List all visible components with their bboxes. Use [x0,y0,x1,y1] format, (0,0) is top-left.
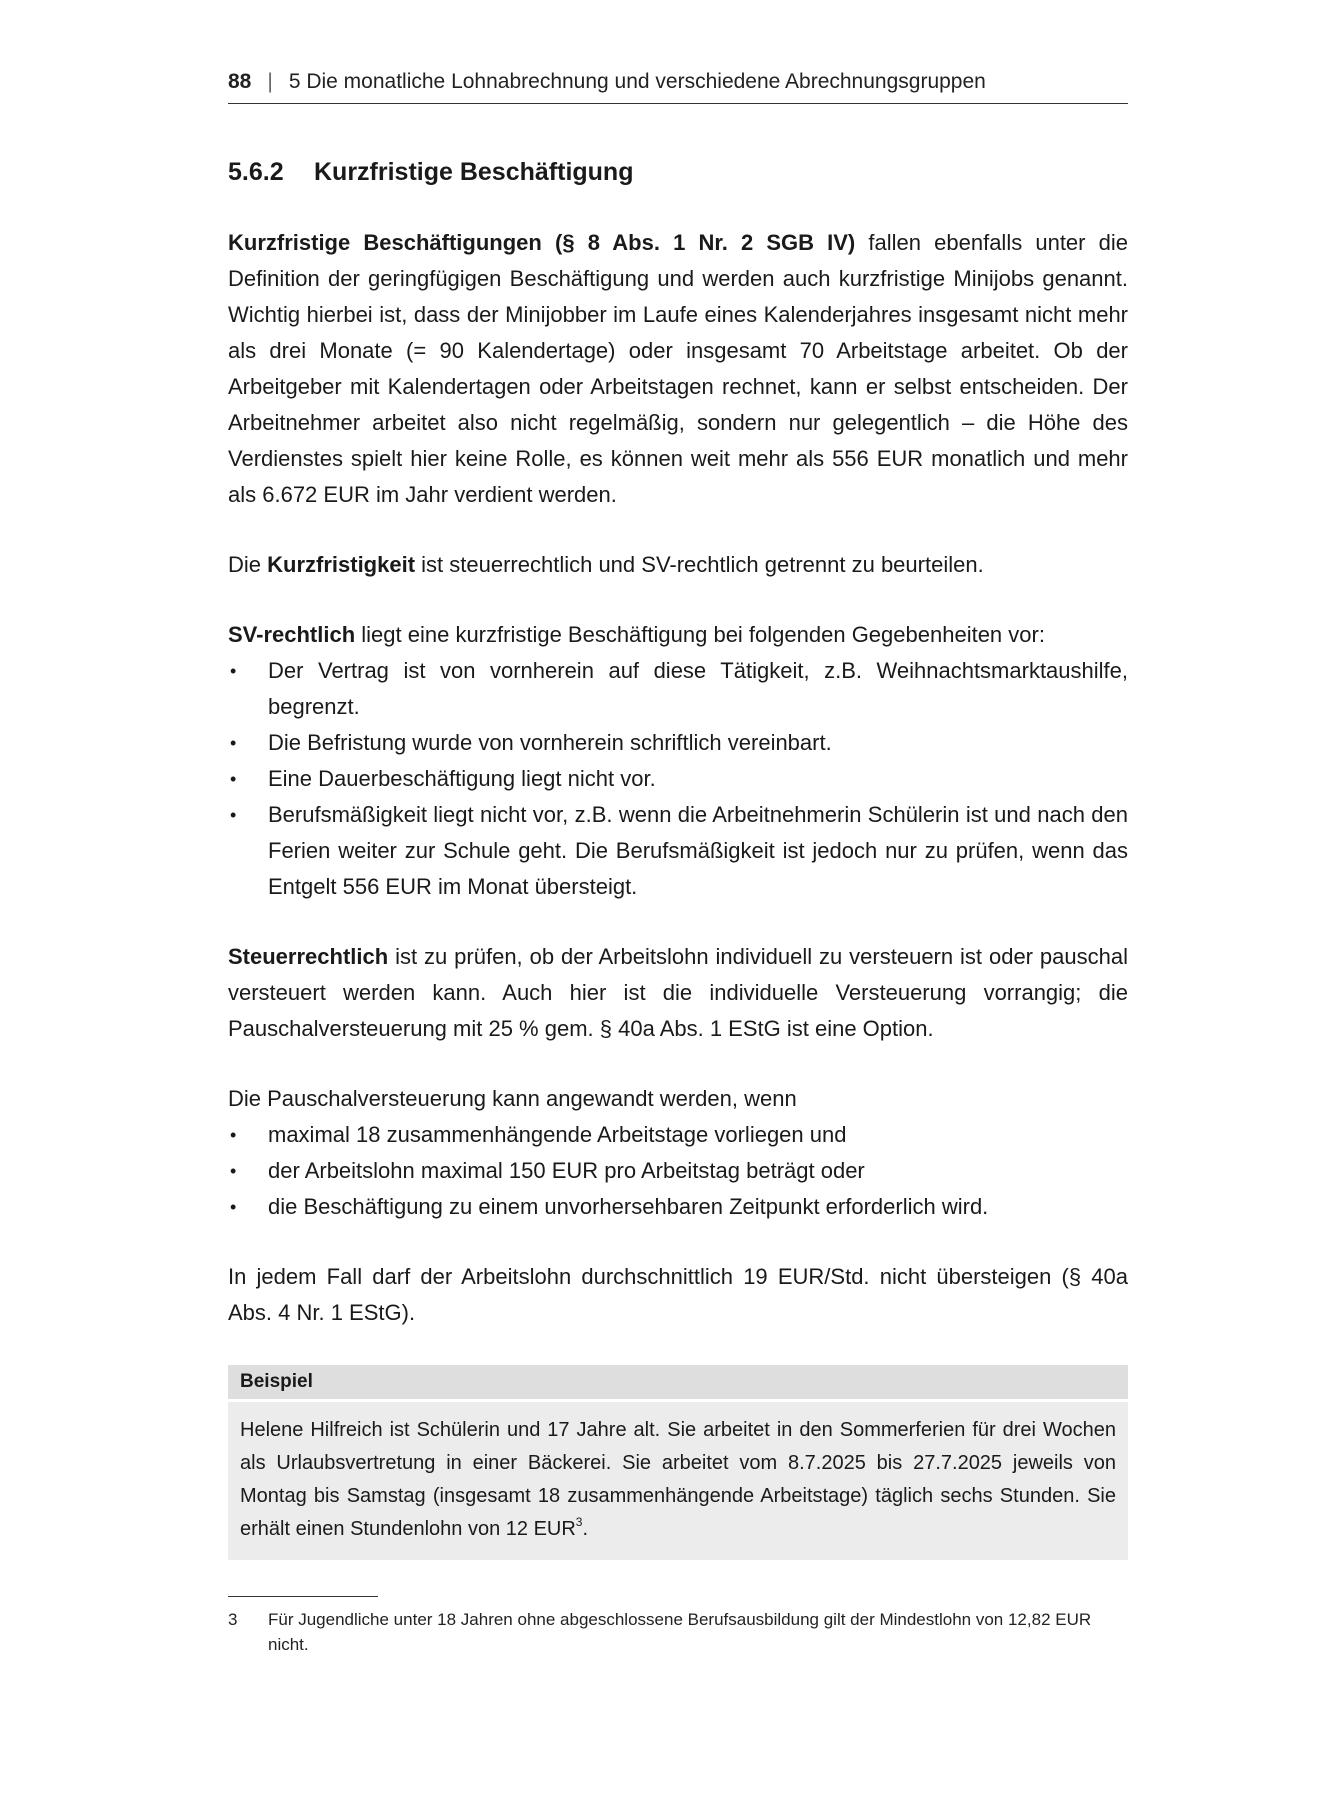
bullet-icon: • [230,805,237,825]
example-box [228,1365,1128,1560]
example-text: Helene Hilfreich ist Schülerin und 17 Jahre alt. Sie arbeitet in den Sommerferien für drei Wochen als Urlaubsvertretung in einer Bäckerei. Sie arbeitet vom 8.7.2025 bis 27.7.2025 jeweils von Montag bis Samstag (insgesamt 18 zusammenhängende Arbeitstage) täglich sechs Stunden. Sie erhält einen Stundenlohn von 12 EUR [240,1419,1116,1540]
footnote-divider [228,1596,378,1597]
list-item [228,653,1128,725]
law-reference: (§ 8 Abs. 1 Nr. 2 SGB IV) [555,230,856,255]
paragraph-intro [228,225,1128,513]
list-item [228,1189,1128,1225]
paragraph-kurzfristigkeit [228,547,1128,583]
list-item-text: maximal 18 zusammenhängende Arbeitstage vorliegen und [268,1122,847,1147]
text-run: ist zu prüfen, ob der Arbeitslohn individuell zu versteuern ist oder pauschal versteuert werden kann. Auch hier ist die individuelle Versteuerung vorrangig; die Pauschalversteuerung mit 25 % gem. § 40a Abs. 1 EStG ist eine Option. [228,944,1128,1041]
list-item [228,797,1128,905]
list-item [228,725,1128,761]
document-page [228,70,1128,1657]
example-body [228,1402,1128,1560]
running-header [228,70,1128,104]
bullet-icon: • [230,733,237,753]
bullet-icon: • [230,1161,237,1181]
bold-term: SV-rechtlich [228,622,356,647]
section-number: 5.6.2 [228,158,284,186]
paragraph-sv-rechtlich [228,617,1128,653]
list-item [228,761,1128,797]
list-item-text: Der Vertrag ist von vornherein auf diese Tätigkeit, z.B. Weihnachtsmarktaushilfe, begrenzt. [268,658,1128,719]
list-item [228,1117,1128,1153]
bullet-icon: • [230,1197,237,1217]
example-label: Beispiel [228,1365,1128,1399]
footnote-number: 3 [228,1610,238,1629]
section-heading [228,158,1128,187]
paragraph-steuerrechtlich [228,939,1128,1047]
list-item-text: die Beschäftigung zu einem unvorhersehbaren Zeitpunkt erforderlich wird. [268,1194,989,1219]
paragraph-text: fallen ebenfalls unter die Definition der geringfügigen Beschäftigung und werden auch kurzfristige Minijobs genannt. Wichtig hierbei ist, dass der Minijobber im Laufe eines Kalenderjahres insgesamt nicht mehr als drei Monate (= 90 Kalendertage) oder insgesamt 70 Arbeitstage arbeitet. Ob der Arbeitgeber mit Kalendertagen oder Arbeitstagen rechnet, kann er selbst entscheiden. Der Arbeitnehmer arbeitet also nicht regelmäßig, sondern nur gelegentlich – die Höhe des Verdienstes spielt hier keine Rolle, es können weit mehr als 556 EUR monatlich und mehr als 6.672 EUR im Jahr verdient werden. [228,230,1128,507]
section-title: Kurzfristige Beschäftigung [314,158,634,186]
page-number: 88 [228,70,252,93]
bold-term: Steuerrechtlich [228,944,389,969]
bullet-icon: • [230,1125,237,1145]
bullet-icon: • [230,661,237,681]
sv-criteria-list [228,653,1128,905]
list-item-text: Eine Dauerbeschäftigung liegt nicht vor. [268,766,656,791]
bullet-icon: • [230,769,237,789]
list-item-text: der Arbeitslohn maximal 150 EUR pro Arbeitstag beträgt oder [268,1158,865,1183]
text-run: Die [228,552,268,577]
footnote [228,1607,1128,1657]
list-item-text: Berufsmäßigkeit liegt nicht vor, z.B. wenn die Arbeitnehmerin Schülerin ist und nach den Ferien weiter zur Schule geht. Die Berufsmäßigkeit ist jedoch nur zu prüfen, wenn das Entgelt 556 EUR im Monat übersteigt. [268,802,1128,899]
list-item [228,1153,1128,1189]
footnote-text: Für Jugendliche unter 18 Jahren ohne abgeschlossene Berufsausbildung gilt der Mindestlohn von 12,82 EUR nicht. [268,1610,1092,1654]
bold-term: Kurzfristigkeit [267,552,416,577]
pauschal-criteria-list [228,1117,1128,1225]
text-run: ist steuerrechtlich und SV-rechtlich getrennt zu beurteilen. [415,552,984,577]
paragraph-stundenlohn-limit: In jedem Fall darf der Arbeitslohn durchschnittlich 19 EUR/Std. nicht übersteigen (§ 40a Abs. 4 Nr. 1 EStG). [228,1264,1128,1325]
paragraph-pauschal-intro: Die Pauschalversteuerung kann angewandt werden, wenn [228,1086,797,1111]
chapter-title: 5 Die monatliche Lohnabrechnung und verschiedene Abrechnungsgruppen [288,70,986,93]
example-end: . [582,1518,589,1540]
footnote-reference[interactable]: 3 [575,1515,583,1529]
list-item-text: Die Befristung wurde von vornherein schriftlich vereinbart. [268,730,832,755]
bold-lead: Kurzfristige Beschäftigungen [228,230,542,255]
text-run: liegt eine kurzfristige Beschäftigung bei folgenden Gegebenheiten vor: [355,622,1045,647]
header-separator: | [267,70,273,93]
